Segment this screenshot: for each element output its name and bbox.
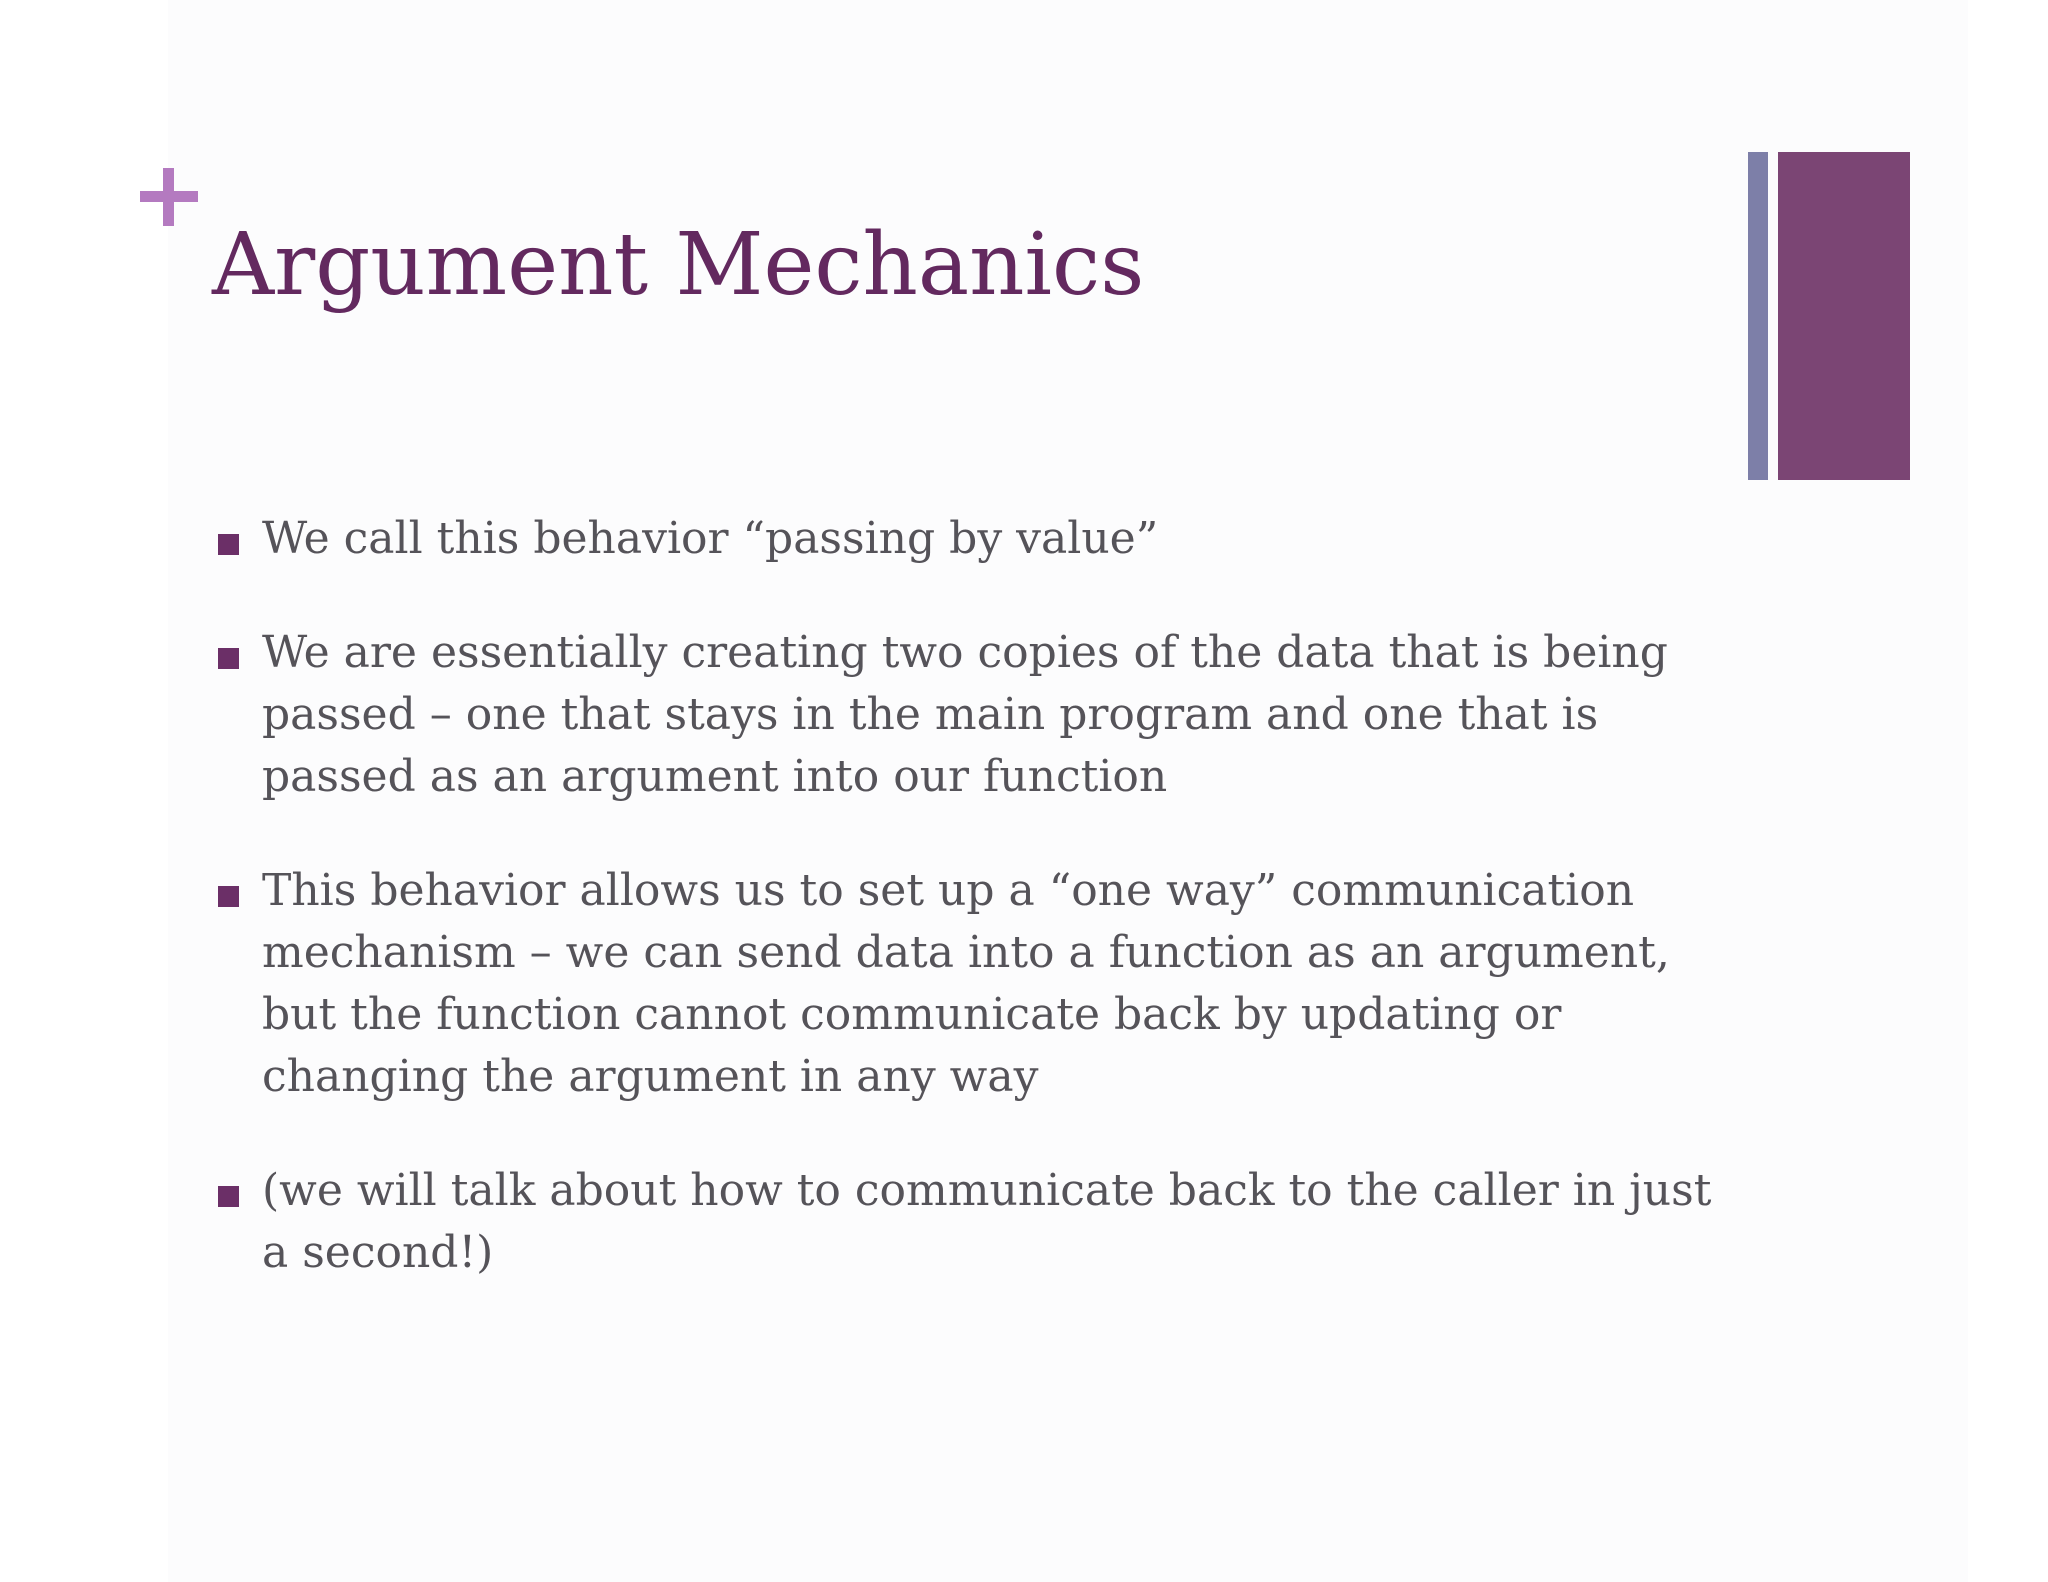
square-bullet-icon	[218, 1186, 239, 1207]
bullet-item-4	[218, 1160, 1738, 1284]
bullet-text: We call this behavior “passing by value”	[262, 513, 1159, 564]
bullet-item-3	[218, 860, 1738, 1108]
bullet-list	[218, 508, 1738, 1336]
square-bullet-icon	[218, 886, 239, 907]
bullet-text: We are essentially creating two copies of the data that is being passed – one that stays in the main program and one that is passed as an argument into our function	[262, 627, 1668, 802]
accent-bar-thin	[1748, 152, 1768, 480]
bullet-item-2	[218, 622, 1738, 808]
bullet-text: (we will talk about how to communicate back to the caller in just a second!)	[262, 1165, 1712, 1278]
accent-bar-thick	[1778, 152, 1910, 480]
plus-icon	[140, 168, 198, 226]
square-bullet-icon	[218, 648, 239, 669]
bullet-text: This behavior allows us to set up a “one way” communication mechanism – we can send data into a function as an argument, but the function cannot communicate back by updating or changing the argument in any way	[262, 865, 1670, 1102]
plus-icon-vertical	[163, 168, 174, 226]
bullet-item-1	[218, 508, 1738, 570]
square-bullet-icon	[218, 534, 239, 555]
slide-title: Argument Mechanics	[212, 215, 1145, 315]
